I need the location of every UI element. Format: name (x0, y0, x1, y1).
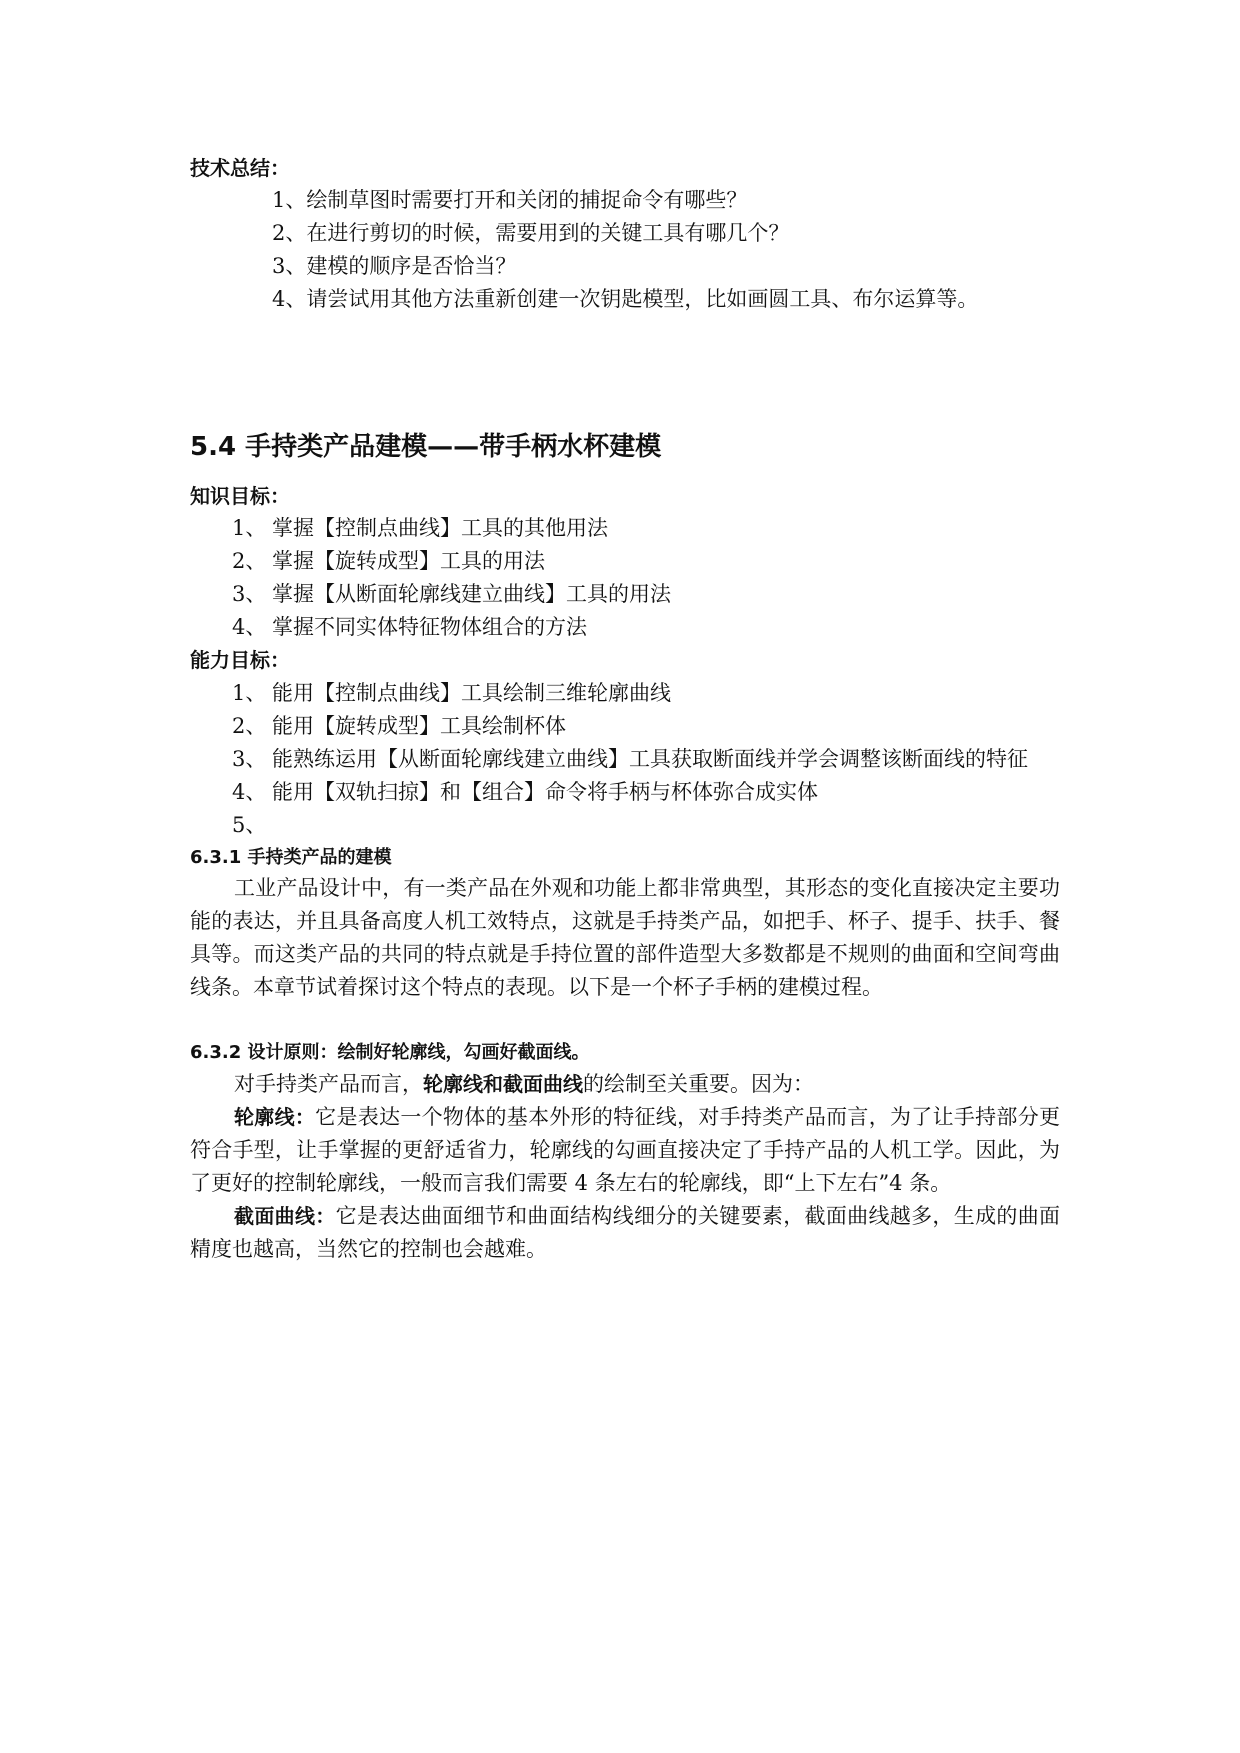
knowledge-goal-item (232, 578, 671, 610)
section-title: 5.4 手持类产品建模——带手柄水杯建模 (190, 432, 662, 462)
list-text: 掌握不同实体特征物体组合的方法 (272, 615, 587, 639)
list-number: 5、 (232, 813, 267, 837)
paragraph-632-outline (190, 1101, 1060, 1200)
tech-summary-item-2: 2、在进行剪切的时候，需要用到的关键工具有哪几个？ (272, 221, 790, 245)
ability-goal-item (232, 809, 272, 841)
tech-summary-item-3: 3、建模的顺序是否恰当？ (272, 254, 517, 278)
list-text: 能用【双轨扫掠】和【组合】命令将手柄与杯体弥合成实体 (272, 780, 818, 804)
list-text: 掌握【从断面轮廓线建立曲线】工具的用法 (272, 582, 671, 606)
ability-goal-item (232, 710, 566, 742)
knowledge-goals-heading: 知识目标： (190, 484, 290, 508)
intro-bold-term: 轮廓线和截面曲线 (423, 1072, 583, 1096)
knowledge-goal-item (232, 545, 545, 577)
knowledge-goal-item (232, 512, 608, 544)
list-number: 1、 (232, 516, 267, 540)
tech-summary-item-1: 1、绘制草图时需要打开和关闭的捕捉命令有哪些？ (272, 188, 748, 212)
outline-text: 它是表达一个物体的基本外形的特征线，对手持类产品而言，为了让手持部分更符合手型，让手掌握的更舒适省力，轮廓线的勾画直接决定了手持产品的人机工学。因此，为了更好的控制轮廓线，一般而言我们需要 4 条左右的轮廓线，即“上下左右”4 条。 (190, 1105, 1061, 1195)
ability-goal-item (232, 677, 671, 709)
list-number: 4、 (232, 780, 267, 804)
tech-summary-item-4: 4、请尝试用其他方法重新创建一次钥匙模型，比如画圆工具、布尔运算等。 (272, 287, 979, 311)
ability-goals-heading: 能力目标： (190, 648, 290, 672)
paragraph-631: 工业产品设计中，有一类产品在外观和功能上都非常典型，其形态的变化直接决定主要功能的表达，并且具备高度人机工效特点，这就是手持类产品，如把手、杯子、提手、扶手、餐具等。而这类产品的共同的特点就是手持位置的部件造型大多数都是不规则的曲面和空间弯曲线条。本章节试着探讨这个特点的表现。以下是一个杯子手柄的建模过程。 (190, 876, 1060, 999)
list-text: 能用【控制点曲线】工具绘制三维轮廓曲线 (272, 681, 671, 705)
knowledge-goal-item (232, 611, 587, 643)
intro-text: 对手持类产品而言， (234, 1072, 423, 1096)
section-curve-term: 截面曲线： (234, 1204, 336, 1228)
list-number: 3、 (232, 747, 267, 771)
list-number: 2、 (232, 549, 267, 573)
paragraph-632-intro (190, 1068, 1060, 1101)
paragraph-632-section-curve (190, 1200, 1060, 1266)
outline-term: 轮廓线： (234, 1105, 316, 1129)
intro-text-end: 的绘制至关重要。因为： (583, 1072, 814, 1096)
list-number: 2、 (232, 714, 267, 738)
ability-goal-item (232, 776, 818, 808)
list-text: 掌握【旋转成型】工具的用法 (272, 549, 545, 573)
list-text: 能用【旋转成型】工具绘制杯体 (272, 714, 566, 738)
subsection-heading-631: 6.3.1 手持类产品的建模 (190, 847, 392, 868)
section-curve-text: 它是表达曲面细节和曲面结构线细分的关键要素，截面曲线越多，生成的曲面精度也越高，当然它的控制也会越难。 (190, 1204, 1061, 1261)
list-number: 1、 (232, 681, 267, 705)
list-text: 掌握【控制点曲线】工具的其他用法 (272, 516, 608, 540)
list-number: 3、 (232, 582, 267, 606)
list-text: 能熟练运用【从断面轮廓线建立曲线】工具获取断面线并学会调整该断面线的特征 (272, 747, 1028, 771)
list-number: 4、 (232, 615, 267, 639)
tech-summary-heading: 技术总结： (190, 156, 290, 180)
subsection-heading-632: 6.3.2 设计原则：绘制好轮廓线，勾画好截面线。 (190, 1042, 590, 1063)
ability-goal-item (232, 743, 1028, 775)
